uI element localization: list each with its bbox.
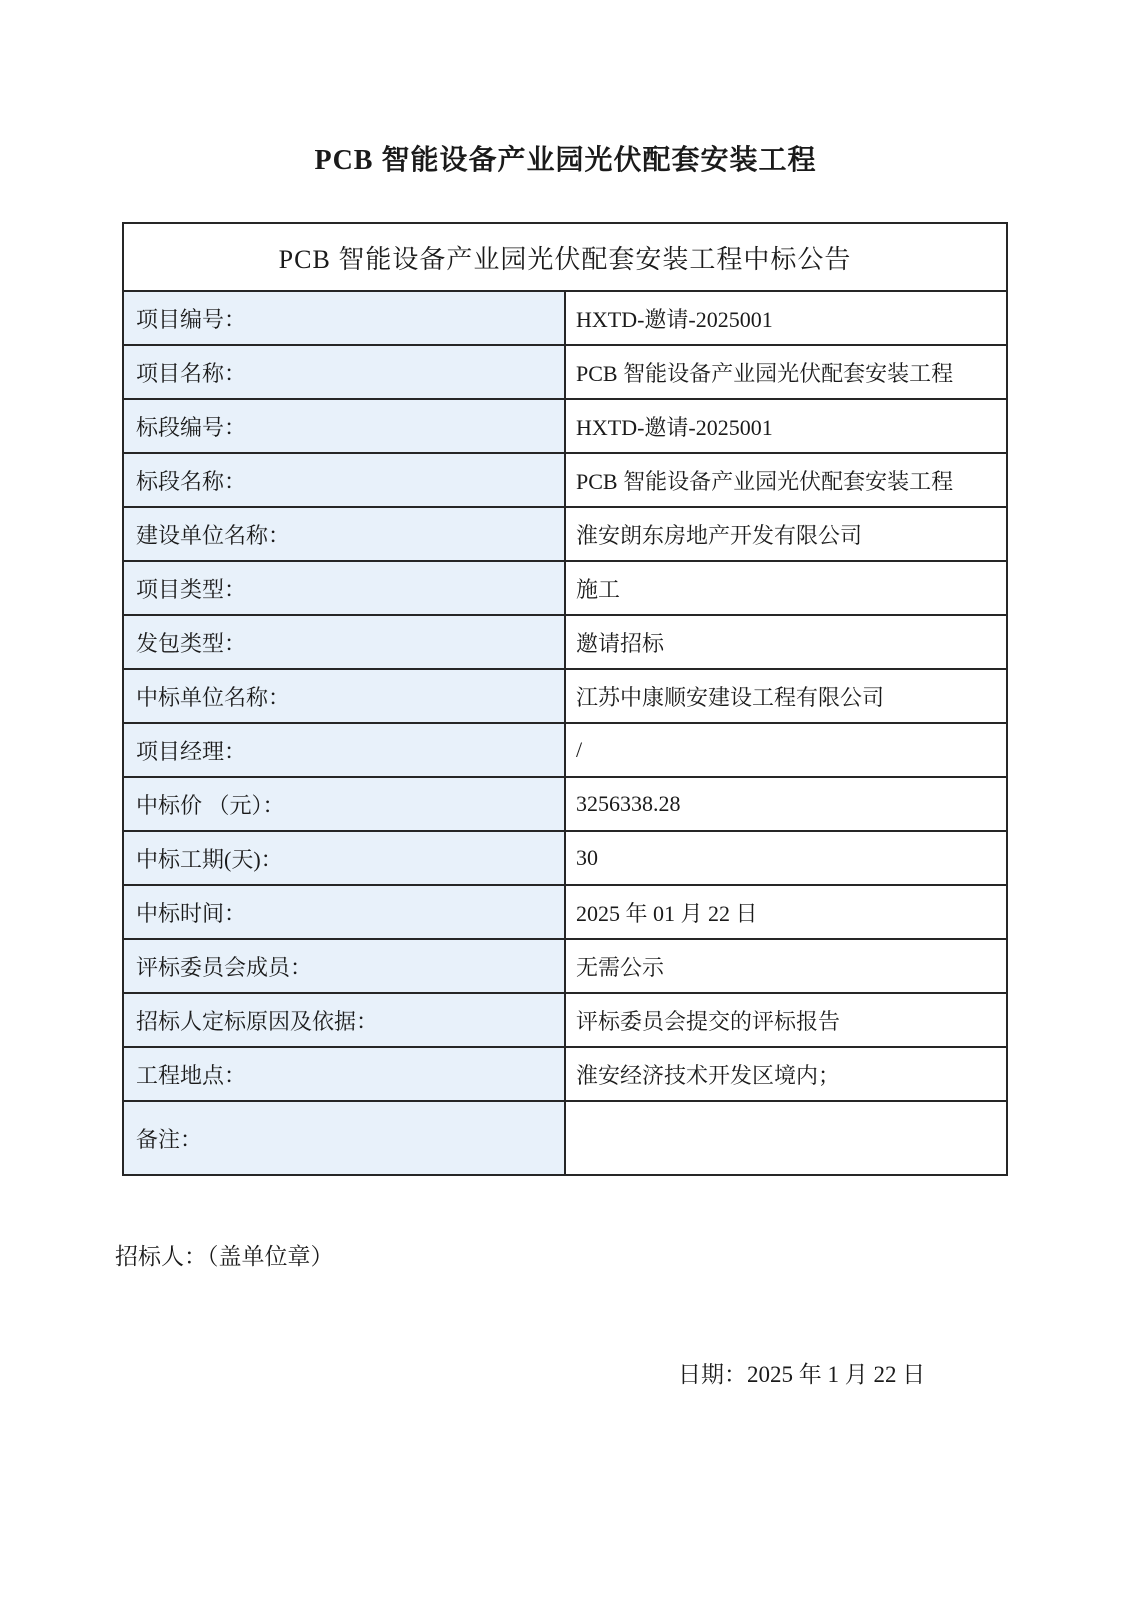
- table-row: [123, 669, 1007, 723]
- tenderer-seal-line: 招标人：（盖单位章）: [115, 1244, 334, 1269]
- row-label: 备注：: [123, 1101, 565, 1175]
- row-value: 3256338.28: [565, 777, 1007, 831]
- table-row: [123, 561, 1007, 615]
- row-label: 发包类型：: [123, 615, 565, 669]
- row-value: /: [565, 723, 1007, 777]
- row-value: 施工: [565, 561, 1007, 615]
- row-value: HXTD-邀请-2025001: [565, 399, 1007, 453]
- table-row: [123, 615, 1007, 669]
- row-value: [565, 1101, 1007, 1175]
- row-label: 建设单位名称：: [123, 507, 565, 561]
- row-label: 中标时间：: [123, 885, 565, 939]
- table-title: PCB 智能设备产业园光伏配套安装工程中标公告: [123, 223, 1007, 291]
- row-label: 工程地点：: [123, 1047, 565, 1101]
- table-row: [123, 453, 1007, 507]
- row-label: 项目名称：: [123, 345, 565, 399]
- row-label: 标段编号：: [123, 399, 565, 453]
- table-row: [123, 723, 1007, 777]
- table-row: [123, 291, 1007, 345]
- row-value: 淮安朗东房地产开发有限公司: [565, 507, 1007, 561]
- row-value: 邀请招标: [565, 615, 1007, 669]
- table-row: [123, 1101, 1007, 1175]
- row-label: 中标工期(天)：: [123, 831, 565, 885]
- row-label: 评标委员会成员：: [123, 939, 565, 993]
- table-row: [123, 507, 1007, 561]
- row-value: 评标委员会提交的评标报告: [565, 993, 1007, 1047]
- announcement-table: [122, 222, 1008, 1176]
- row-label: 标段名称：: [123, 453, 565, 507]
- row-label: 中标单位名称：: [123, 669, 565, 723]
- table-row: [123, 939, 1007, 993]
- table-body: [123, 223, 1007, 1175]
- row-label: 招标人定标原因及依据：: [123, 993, 565, 1047]
- table-row: [123, 399, 1007, 453]
- row-value: PCB 智能设备产业园光伏配套安装工程: [565, 345, 1007, 399]
- page-title: PCB 智能设备产业园光伏配套安装工程: [314, 145, 817, 176]
- table-header-row: [123, 223, 1007, 291]
- table-row: [123, 1047, 1007, 1101]
- row-value: 江苏中康顺安建设工程有限公司: [565, 669, 1007, 723]
- date-line: 日期：2025 年 1 月 22 日: [678, 1362, 926, 1387]
- table-row: [123, 831, 1007, 885]
- table-row: [123, 885, 1007, 939]
- table-row: [123, 777, 1007, 831]
- row-value: 2025 年 01 月 22 日: [565, 885, 1007, 939]
- row-value: 无需公示: [565, 939, 1007, 993]
- row-label: 项目编号：: [123, 291, 565, 345]
- row-label: 项目经理：: [123, 723, 565, 777]
- row-value: HXTD-邀请-2025001: [565, 291, 1007, 345]
- row-value: PCB 智能设备产业园光伏配套安装工程: [565, 453, 1007, 507]
- table-row: [123, 345, 1007, 399]
- row-label: 项目类型：: [123, 561, 565, 615]
- table-row: [123, 993, 1007, 1047]
- row-value: 30: [565, 831, 1007, 885]
- row-value: 淮安经济技术开发区境内；: [565, 1047, 1007, 1101]
- row-label: 中标价 （元）：: [123, 777, 565, 831]
